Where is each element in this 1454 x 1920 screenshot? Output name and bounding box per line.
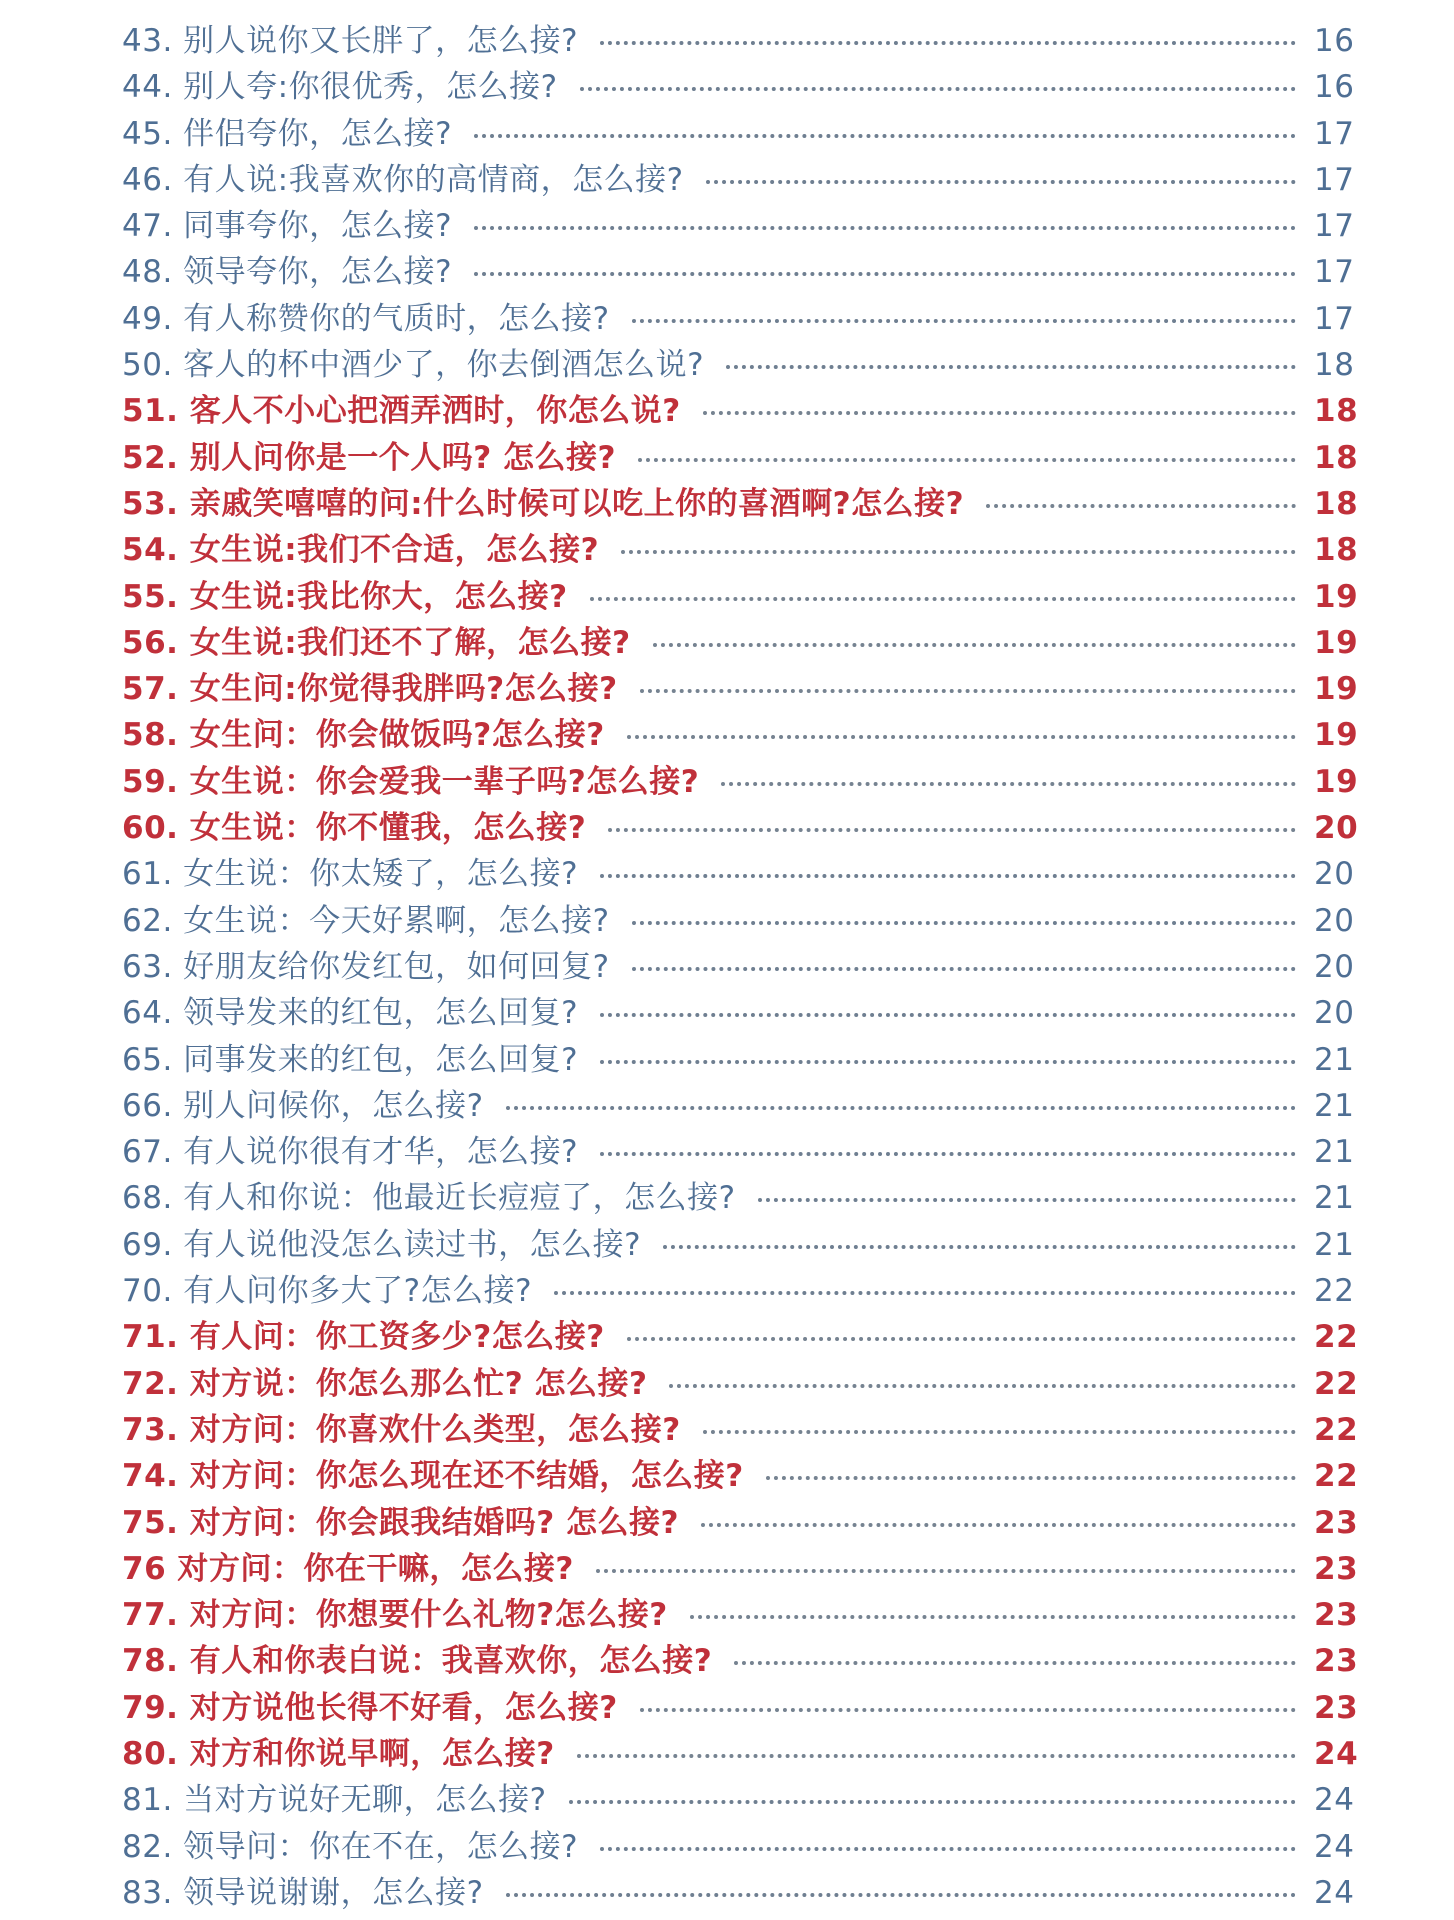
dot-leader: [734, 1661, 1296, 1665]
toc-entry-page-number: 19: [1314, 717, 1359, 754]
toc-entry-title: 72. 对方说：你怎么那么忙? 怎么接?: [122, 1365, 648, 1402]
toc-entry[interactable]: [122, 1546, 1359, 1592]
dot-leader: [600, 1060, 1296, 1064]
toc-entry-title: 54. 女生说:我们不合适，怎么接?: [122, 532, 600, 569]
toc-entry[interactable]: [122, 759, 1359, 805]
toc-entry-title: 48. 领导夸你，怎么接?: [122, 254, 453, 291]
toc-entry-page-number: 18: [1314, 439, 1359, 476]
toc-entry[interactable]: [122, 157, 1354, 203]
toc-entry-page-number: 19: [1314, 578, 1359, 615]
toc-entry-title: 60. 女生说：你不懂我，怎么接?: [122, 810, 587, 847]
toc-entry-title: 73. 对方问：你喜欢什么类型，怎么接?: [122, 1411, 681, 1448]
toc-entry-title: 57. 女生问:你觉得我胖吗?怎么接?: [122, 671, 618, 708]
toc-entry-page-number: 24: [1314, 1735, 1359, 1772]
toc-entry-title: 63. 好朋友给你发红包，如何回复?: [122, 948, 610, 985]
dot-leader: [474, 226, 1296, 230]
toc-entry-page-number: 21: [1314, 1134, 1355, 1171]
toc-entry-page-number: 17: [1314, 300, 1355, 337]
toc-entry[interactable]: [122, 1175, 1354, 1221]
toc-entry-page-number: 17: [1314, 161, 1355, 198]
toc-entry[interactable]: [122, 388, 1359, 434]
toc-entry-title: 58. 女生问：你会做饭吗?怎么接?: [122, 717, 605, 754]
dot-leader: [600, 1013, 1296, 1017]
toc-entry-page-number: 18: [1314, 485, 1359, 522]
dot-leader: [690, 1615, 1296, 1619]
toc-entry-title: 81. 当对方说好无聊，怎么接?: [122, 1782, 547, 1819]
toc-entry-page-number: 23: [1314, 1689, 1359, 1726]
dot-leader: [506, 1893, 1296, 1897]
toc-entry[interactable]: [122, 1037, 1354, 1083]
toc-entry[interactable]: [122, 1407, 1359, 1453]
toc-entry-title: 66. 别人问候你，怎么接?: [122, 1087, 484, 1124]
dot-leader: [766, 1476, 1296, 1480]
toc-entry[interactable]: [122, 64, 1354, 110]
toc-entry[interactable]: [122, 898, 1354, 944]
toc-entry[interactable]: [122, 1129, 1354, 1175]
table-of-contents: [122, 18, 1359, 1916]
toc-entry-title: 64. 领导发来的红包，怎么回复?: [122, 995, 579, 1032]
toc-entry[interactable]: [122, 527, 1359, 573]
toc-entry[interactable]: [122, 990, 1354, 1036]
dot-leader: [986, 504, 1296, 508]
toc-entry[interactable]: [122, 111, 1354, 157]
toc-entry-page-number: 17: [1314, 208, 1355, 245]
toc-entry-page-number: 19: [1314, 624, 1359, 661]
toc-entry-title: 67. 有人说你很有才华，怎么接?: [122, 1134, 579, 1171]
dot-leader: [580, 87, 1296, 91]
toc-entry[interactable]: [122, 18, 1354, 64]
toc-entry-page-number: 22: [1314, 1273, 1355, 1310]
toc-entry-page-number: 23: [1314, 1504, 1359, 1541]
toc-entry-page-number: 24: [1314, 1828, 1355, 1865]
toc-entry-title: 80. 对方和你说早啊，怎么接?: [122, 1735, 555, 1772]
toc-entry-page-number: 16: [1314, 69, 1355, 106]
toc-entry-page-number: 21: [1314, 1180, 1355, 1217]
toc-entry[interactable]: [122, 1592, 1359, 1638]
dot-leader: [600, 41, 1296, 45]
dot-leader: [600, 874, 1296, 878]
toc-entry[interactable]: [122, 712, 1359, 758]
toc-entry-page-number: 20: [1314, 902, 1355, 939]
toc-entry[interactable]: [122, 1314, 1359, 1360]
toc-entry-title: 82. 领导问：你在不在，怎么接?: [122, 1828, 579, 1865]
toc-entry[interactable]: [122, 944, 1354, 990]
dot-leader: [632, 319, 1296, 323]
toc-entry-page-number: 19: [1314, 763, 1359, 800]
toc-entry-title: 70. 有人问你多大了?怎么接?: [122, 1273, 533, 1310]
toc-entry-title: 52. 别人问你是一个人吗? 怎么接?: [122, 439, 616, 476]
toc-entry-title: 62. 女生说：今天好累啊，怎么接?: [122, 902, 610, 939]
toc-entry[interactable]: [122, 435, 1359, 481]
toc-entry[interactable]: [122, 1638, 1359, 1684]
toc-entry-page-number: 21: [1314, 1226, 1355, 1263]
toc-entry-title: 83. 领导说谢谢，怎么接?: [122, 1874, 484, 1911]
dot-leader: [758, 1198, 1296, 1202]
dot-leader: [569, 1800, 1296, 1804]
toc-entry-page-number: 22: [1314, 1365, 1359, 1402]
toc-entry[interactable]: [122, 1361, 1359, 1407]
toc-entry[interactable]: [122, 1500, 1359, 1546]
toc-entry-page-number: 22: [1314, 1411, 1359, 1448]
toc-entry[interactable]: [122, 1777, 1354, 1823]
toc-entry-page-number: 20: [1314, 810, 1359, 847]
dot-leader: [474, 272, 1296, 276]
toc-entry[interactable]: [122, 1870, 1354, 1916]
toc-entry-page-number: 16: [1314, 23, 1355, 59]
toc-entry-title: 51. 客人不小心把酒弄洒时，你怎么说?: [122, 393, 681, 430]
dot-leader: [506, 1106, 1296, 1110]
toc-entry-title: 79. 对方说他长得不好看，怎么接?: [122, 1689, 618, 1726]
toc-entry[interactable]: [122, 1453, 1359, 1499]
toc-entry-page-number: 17: [1314, 254, 1355, 291]
dot-leader: [640, 689, 1296, 693]
dot-leader: [590, 597, 1296, 601]
toc-entry-title: 78. 有人和你表白说：我喜欢你，怎么接?: [122, 1643, 713, 1680]
toc-entry-title: 65. 同事发来的红包，怎么回复?: [122, 1041, 579, 1078]
dot-leader: [703, 1430, 1296, 1434]
toc-entry-title: 77. 对方问：你想要什么礼物?怎么接?: [122, 1597, 668, 1634]
dot-leader: [596, 1569, 1296, 1573]
toc-entry-title: 55. 女生说:我比你大，怎么接?: [122, 578, 568, 615]
toc-entry[interactable]: [122, 805, 1359, 851]
toc-entry-page-number: 21: [1314, 1087, 1355, 1124]
toc-entry-page-number: 18: [1314, 347, 1355, 384]
toc-entry-page-number: 23: [1314, 1643, 1359, 1680]
toc-entry-title: 75. 对方问：你会跟我结婚吗? 怎么接?: [122, 1504, 679, 1541]
dot-leader: [608, 828, 1296, 832]
dot-leader: [627, 735, 1296, 739]
dot-leader: [621, 550, 1296, 554]
toc-entry[interactable]: [122, 296, 1354, 342]
dot-leader: [669, 1384, 1296, 1388]
dot-leader: [640, 1708, 1296, 1712]
dot-leader: [627, 1337, 1296, 1341]
toc-entry-page-number: 18: [1314, 393, 1359, 430]
dot-leader: [577, 1754, 1296, 1758]
toc-entry-page-number: 21: [1314, 1041, 1355, 1078]
toc-entry[interactable]: [122, 666, 1359, 712]
toc-entry[interactable]: [122, 1731, 1359, 1777]
dot-leader: [721, 782, 1296, 786]
toc-entry-title: 44. 别人夸:你很优秀，怎么接?: [122, 69, 558, 106]
toc-entry-page-number: 18: [1314, 532, 1359, 569]
toc-entry-page-number: 19: [1314, 671, 1359, 708]
toc-entry[interactable]: [122, 342, 1354, 388]
toc-entry[interactable]: [122, 851, 1354, 897]
toc-entry-page-number: 20: [1314, 948, 1355, 985]
toc-entry-page-number: 23: [1314, 1597, 1359, 1634]
toc-entry[interactable]: [122, 1083, 1354, 1129]
toc-entry-title: 61. 女生说：你太矮了，怎么接?: [122, 856, 579, 893]
dot-leader: [474, 134, 1296, 138]
toc-entry[interactable]: [122, 481, 1359, 527]
dot-leader: [706, 180, 1296, 184]
dot-leader: [663, 1245, 1296, 1249]
toc-entry-page-number: 20: [1314, 995, 1355, 1032]
toc-entry-title: 76 对方问：你在干嘛，怎么接?: [122, 1550, 574, 1587]
dot-leader: [632, 921, 1296, 925]
toc-entry-title: 46. 有人说:我喜欢你的高情商，怎么接?: [122, 161, 684, 198]
toc-entry-title: 53. 亲戚笑嘻嘻的问:什么时候可以吃上你的喜酒啊?怎么接?: [122, 485, 965, 522]
toc-entry-title: 43. 别人说你又长胖了，怎么接?: [122, 23, 579, 59]
toc-entry-title: 74. 对方问：你怎么现在还不结婚，怎么接?: [122, 1458, 744, 1495]
toc-entry[interactable]: [122, 203, 1354, 249]
toc-entry-title: 69. 有人说他没怎么读过书，怎么接?: [122, 1226, 642, 1263]
dot-leader: [653, 643, 1296, 647]
toc-entry[interactable]: [122, 1268, 1354, 1314]
dot-leader: [703, 411, 1296, 415]
dot-leader: [554, 1291, 1296, 1295]
toc-entry-title: 71. 有人问：你工资多少?怎么接?: [122, 1319, 605, 1356]
toc-entry-page-number: 20: [1314, 856, 1355, 893]
dot-leader: [632, 967, 1296, 971]
toc-entry-page-number: 23: [1314, 1550, 1359, 1587]
toc-entry-title: 68. 有人和你说：他最近长痘痘了，怎么接?: [122, 1180, 736, 1217]
toc-entry[interactable]: [122, 1824, 1354, 1870]
toc-entry[interactable]: [122, 1222, 1354, 1268]
dot-leader: [638, 458, 1296, 462]
toc-entry-page-number: 22: [1314, 1319, 1359, 1356]
dot-leader: [726, 365, 1296, 369]
toc-entry-title: 47. 同事夸你，怎么接?: [122, 208, 453, 245]
toc-entry[interactable]: [122, 249, 1354, 295]
toc-entry-title: 49. 有人称赞你的气质时，怎么接?: [122, 300, 610, 337]
toc-entry-title: 50. 客人的杯中酒少了，你去倒酒怎么说?: [122, 347, 705, 384]
dot-leader: [600, 1152, 1296, 1156]
toc-entry-title: 45. 伴侣夸你，怎么接?: [122, 115, 453, 152]
toc-entry-title: 59. 女生说：你会爱我一辈子吗?怎么接?: [122, 763, 700, 800]
dot-leader: [600, 1847, 1296, 1851]
toc-entry-page-number: 24: [1314, 1874, 1355, 1911]
toc-entry-page-number: 17: [1314, 115, 1355, 152]
dot-leader: [701, 1523, 1296, 1527]
toc-entry-page-number: 22: [1314, 1458, 1359, 1495]
toc-entry[interactable]: [122, 574, 1359, 620]
toc-entry[interactable]: [122, 1685, 1359, 1731]
toc-entry-title: 56. 女生说:我们还不了解，怎么接?: [122, 624, 631, 661]
toc-entry-page-number: 24: [1314, 1782, 1355, 1819]
toc-entry[interactable]: [122, 620, 1359, 666]
